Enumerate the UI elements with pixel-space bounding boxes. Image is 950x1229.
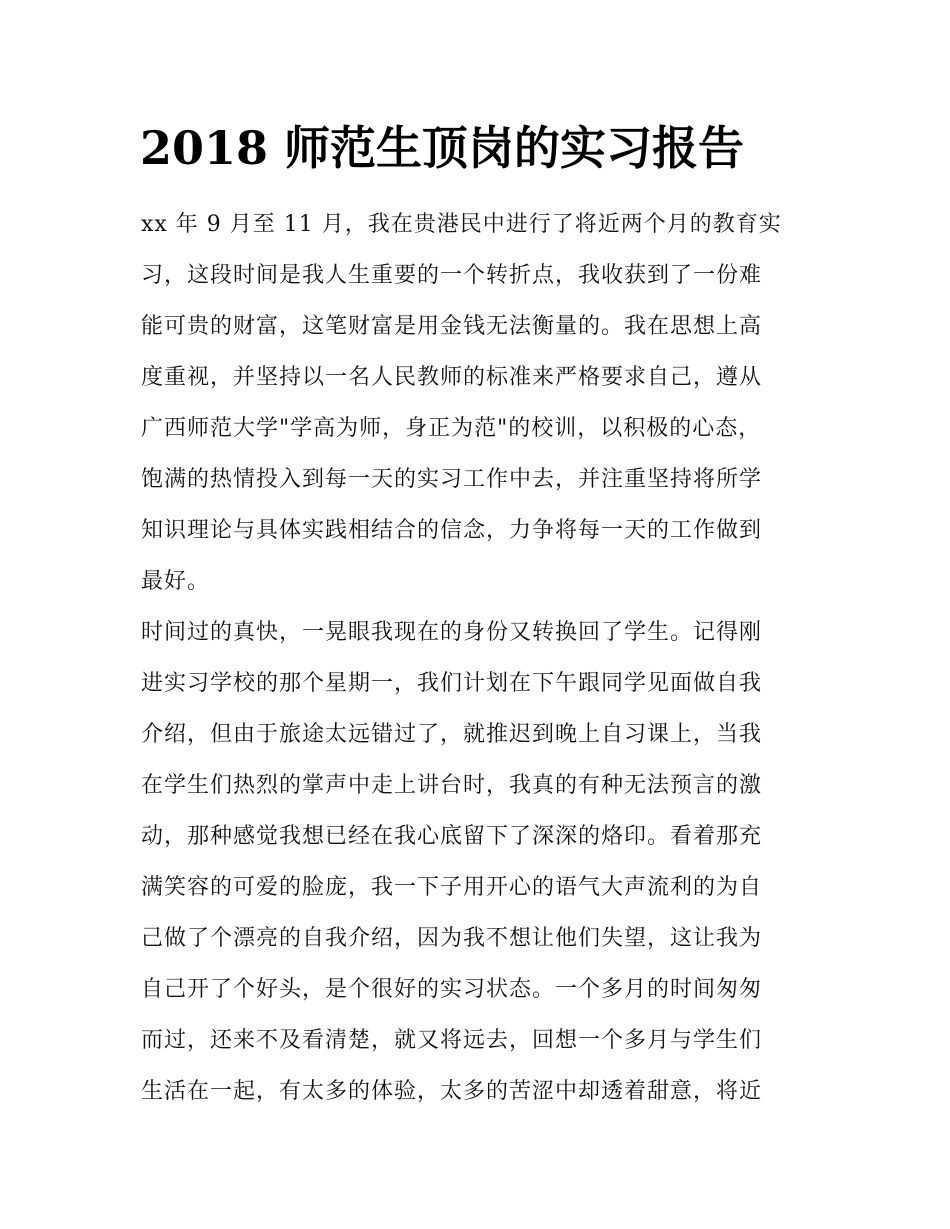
text-line: 最好。 [141, 569, 211, 594]
text-line: 而过，还来不及看清楚，就又将远去，回想一个多月与学生们 [141, 1028, 763, 1053]
text-line: xx 年 9 月至 11 月，我在贵港民中进行了将近两个月的教育实 [141, 212, 782, 237]
text-line: 在学生们热烈的掌声中走上讲台时，我真的有种无法预言的激 [141, 773, 763, 798]
text-line: 满笑容的可爱的脸庞，我一下子用开心的语气大声流利的为自 [141, 875, 763, 900]
text-line: 知识理论与具体实践相结合的信念，力争将每一天的工作做到 [141, 518, 763, 543]
text-line: 习，这段时间是我人生重要的一个转折点，我收获到了一份难 [141, 263, 763, 288]
text-line: 度重视，并坚持以一名人民教师的标准来严格要求自己，遵从 [141, 365, 763, 390]
paragraph-2 [141, 607, 811, 1117]
text-line: 己做了个漂亮的自我介绍，因为我不想让他们失望，这让我为 [141, 926, 763, 951]
text-line: 生活在一起，有太多的体验，太多的苦涩中却透着甜意，将近 [141, 1079, 763, 1104]
text-line: 自己开了个好头，是个很好的实习状态。一个多月的时间匆匆 [141, 977, 763, 1002]
document-title: 2018 师范生顶岗的实习报告 [140, 121, 745, 175]
document-body [141, 199, 811, 1117]
text-line: 进实习学校的那个星期一，我们计划在下午跟同学见面做自我 [141, 671, 763, 696]
text-line: 介绍，但由于旅途太远错过了，就推迟到晚上自习课上，当我 [141, 722, 763, 747]
text-line: 广西师范大学"学高为师，身正为范"的校训，以积极的心态， [141, 416, 762, 441]
paragraph-1 [141, 199, 811, 607]
text-line: 能可贵的财富，这笔财富是用金钱无法衡量的。我在思想上高 [141, 314, 763, 339]
text-line: 饱满的热情投入到每一天的实习工作中去，并注重坚持将所学 [141, 467, 763, 492]
text-line: 动，那种感觉我想已经在我心底留下了深深的烙印。看着那充 [141, 824, 763, 849]
text-line: 时间过的真快，一晃眼我现在的身份又转换回了学生。记得刚 [141, 620, 763, 645]
